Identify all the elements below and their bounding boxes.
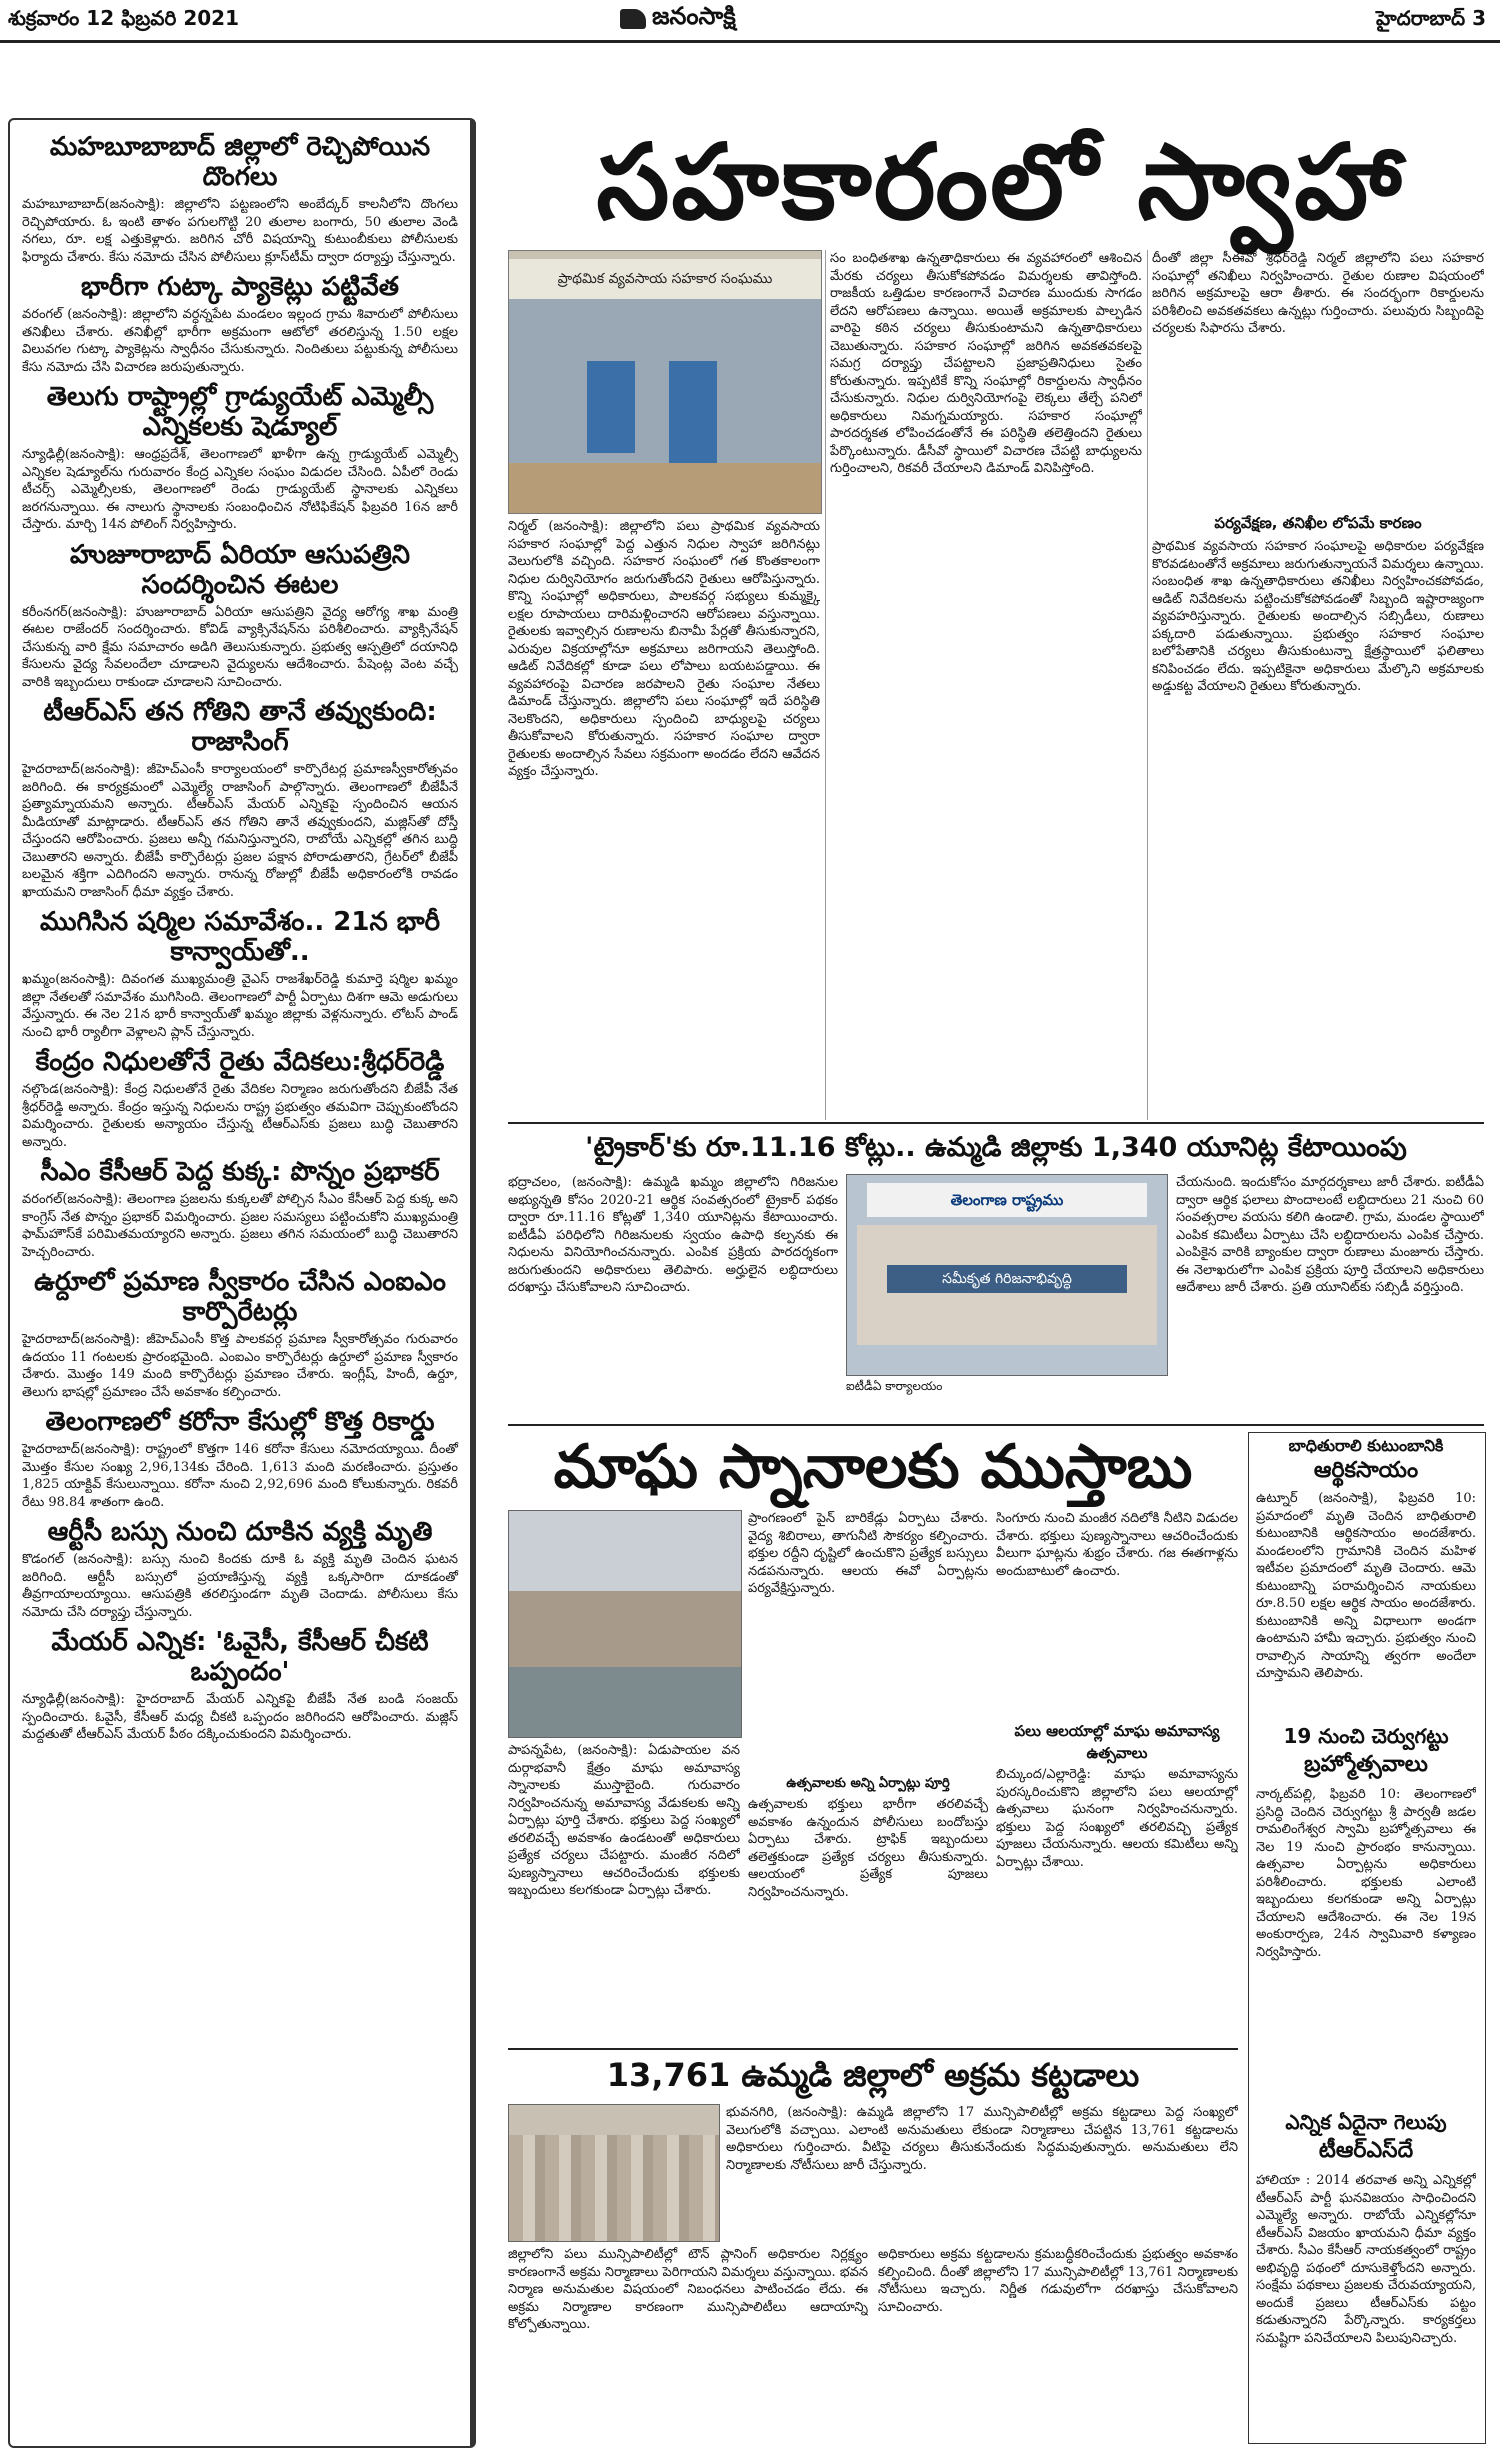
story-rtc-bus [22, 1517, 458, 1621]
election-headline-1: ఎన్నిక ఏదైనా గెలుపు [1285, 2110, 1447, 2134]
magha-subheading-2: పలు ఆలయాల్లో మాఘ అమావాస్య ఉత్సవాలు [1014, 1722, 1220, 1762]
newspaper-name: జనంసాక్షి [652, 2, 736, 30]
story-body: న్యూఢిల్లీ(జనంసాక్షి): హైదరాబాద్ మేయర్ ఎన్నికపై బీజేపీ నేత బండి సంజయ్ స్పందించారు. ఓవైసీ, కేసీఆర్ మధ్య చీకటి ఒప్పందం జరిగిందని ఆరోపించారు. మజ్లిస్ మద్దతుతో టీఆర్ఎస్ మేయర్ పీఠం దక్కించుకుందని విమర్శించారు. [22, 1692, 458, 1742]
magha-column-2: ప్రాంగణంలో పైన్ బారికేడ్లు ఏర్పాటు చేశారు. వైద్య శిబిరాలు, తాగునీటి సౌకర్యం కల్పించారు. భక్తుల రద్దీని దృష్టిలో ఉంచుకొని ప్రత్యేక బస్సులు నడపనున్నారు. ఆలయ ఈవో ఏర్పాట్లను పర్యవేక్షిస్తున్నారు. [748, 1511, 988, 1596]
newspaper-logo [620, 2, 736, 36]
water-shape [509, 1667, 741, 1737]
compensation-body: ఉట్నూర్ (జనంసాక్షి), ఫిబ్రవరి 10: ప్రమాదంలో మృతి చెందిన బాధితురాలి కుటుంబానికి ఆర్థికసాయం అందజేశారు. మండలంలోని గ్రామానికి చెందిన మహిళ ఇటీవల ప్రమాదంలో మృతి చెందారు. ఆమె కుటుంబాన్ని పరామర్శించిన నాయకులు రూ.8.50 లక్షల ఆర్థిక సాయం అందజేశారు. కుటుంబానికి అన్ని విధాలుగా అండగా ఉంటామని హామీ ఇచ్చారు. ప్రభుత్వం నుంచి రావాల్సిన సాయాన్ని త్వరగా అందేలా చూస్తామని తెలిపారు. [1256, 1491, 1476, 1681]
story-rythu-vedika [22, 1047, 458, 1151]
section-rule [508, 1122, 1484, 1124]
story-body: వరంగల్ (జనంసాక్షి): జిల్లాలోని వర్ధన్నపేట మండలం ఇల్లంద గ్రామ శివారులో పోలీసులు తనిఖీలు చేశారు. తనిఖీల్లో భారీగా అక్రమంగా ఆటోలో తరలిస్తున్న 1.50 లక్షల విలువగల గుట్కా ప్యాకెట్లను స్వాధీనం చేసుకున్నారు. నిందితులు పట్టుకున్న పోలీసులు కేసు నమోదు చేసి విచారణ జరుపుతున్నారు. [22, 307, 458, 375]
story-body: నల్గొండ(జనంసాక్షి): కేంద్ర నిధులతోనే రైతు వేదికల నిర్మాణం జరుగుతోందని బీజేపీ నేత శ్రీధర్‌రెడ్డి అన్నారు. కేంద్రం ఇస్తున్న నిధులను రాష్ట్ర ప్రభుత్వం తమవిగా చెప్పుకుంటోందని విమర్శించారు. రైతులకు అన్యాయం చేస్తున్న టీఆర్ఎస్‌కు ప్రజలు బుద్ధి చెబుతారని అన్నారు. [22, 1082, 458, 1150]
story-body: వరంగల్(జనంసాక్షి): తెలంగాణ ప్రజలను కుక్కలతో పోల్చిన సీఎం కేసీఆర్ పెద్ద కుక్క అని కాంగ్రెస్ నేత పొన్నం ప్రభాకర్ విమర్శించారు. ప్రజల సమస్యలు పట్టించుకోని ముఖ్యమంత్రి ఫామ్‌హౌస్‌కే పరిమితమయ్యారని అన్నారు. ప్రజలు తగిన సమయంలో బుద్ధి చెబుతారని హెచ్చరించారు. [22, 1192, 458, 1260]
tricor-photo-caption: ఐటీడీఏ కార్యాలయం [846, 1379, 943, 1393]
story-body: హైదరాబాద్(జనంసాక్షి): రాష్ట్రంలో కొత్తగా 146 కరోనా కేసులు నమోదయ్యాయి. దీంతో మొత్తం కేసుల సంఖ్య 2,96,134కు చేరింది. 1,613 మంది మరణించారు. ప్రస్తుతం 1,825 యాక్టివ్ కేసులున్నాయి. కరోనా నుంచి 2,92,696 మంది కోలుకున్నారు. రికవరీ రేటు 98.84 శాతంగా ఉంది. [22, 1442, 458, 1510]
city-name: హైదరాబాద్ [1376, 6, 1466, 30]
magha-headline: మాఘ స్నానాలకు ముస్తాబు [553, 1432, 1193, 1502]
state-signboard: తెలంగాణ రాష్ట్రము [867, 1183, 1147, 1217]
cooperative-society-photo [508, 250, 822, 514]
headline: కేంద్రం నిధులతోనే రైతు వేదికలు:శ్రీధర్‌రెడ్డి [35, 1047, 445, 1077]
page-number: 3 [1472, 6, 1486, 30]
story-mim-oath [22, 1267, 458, 1401]
story-ponnam [22, 1157, 458, 1261]
lead-column-1: నిర్మల్ (జనంసాక్షి): జిల్లాలోని పలు ప్రాథమిక వ్యవసాయ సహకార సంఘాల్లో పెద్ద ఎత్తున నిధుల స్వాహా జరిగినట్లు వెలుగులోకి వచ్చింది. సహకార సంఘంలో గత కొంతకాలంగా నిధుల దుర్వినియోగం జరుగుతోందని రైతులు ఆరోపిస్తున్నారు. కొన్ని సంఘాల్లో అధికారులు, పాలకవర్గ సభ్యులు కుమ్మక్కై లక్షల రూపాయలు దారిమళ్లించారని ఆరోపణలు వస్తున్నాయి. రైతులకు ఇవ్వాల్సిన రుణాలను బినామీ పేర్లతో తీసుకున్నారని, ఎరువుల విక్రయాల్లోనూ అక్రమాలు జరిగాయని తెలుస్తోంది. ఆడిట్ నివేదికల్లో కూడా పలు లోపాలు బయటపడ్డాయి. ఈ వ్యవహారంపై విచారణ జరపాలని రైతు సంఘాల నేతలు డిమాండ్ చేస్తున్నారు. జిల్లాలోని పలు సంఘాల్లో ఇదే పరిస్థితి నెలకొందని, అధికారులు స్పందించి బాధ్యులపై చర్యలు తీసుకోవాలని కోరుతున్నారు. సహకార సంఘాల ద్వారా రైతులకు అందాల్సిన సేవలు సక్రమంగా అందడం లేదని ఆవేదన వ్యక్తం చేస్తున్నారు. [508, 519, 820, 779]
compensation-headline-1: బాధితురాలి కుటుంబానికి [1288, 1436, 1444, 1455]
logo-icon [620, 9, 646, 29]
brahmotsavam-body: నార్కట్‌పల్లి, ఫిబ్రవరి 10: తెలంగాణలో ప్రసిద్ధి చెందిన చెర్వుగట్టు శ్రీ పార్వతీ జడల రామలింగేశ్వర స్వామి బ్రహ్మోత్సవాలు ఈ నెల 19 నుంచి ప్రారంభం కానున్నాయి. ఉత్సవాల ఏర్పాట్లను అధికారులు పరిశీలించారు. భక్తులకు ఎలాంటి ఇబ్బందులు కలగకుండా అన్ని ఏర్పాట్లు చేయాలని ఆదేశించారు. ఈ నెల 19న అంకురార్పణ, 24న స్వామివారి కళ్యాణం నిర్వహిస్తారు. [1256, 1787, 1476, 1960]
magha-subheading-1: ఉత్సవాలకు అన్ని ఏర్పాట్లు పూర్తి [786, 1776, 950, 1791]
magha-column-1: పాపన్నపేట, (జనంసాక్షి): ఏడుపాయల వన దుర్గాభవానీ క్షేత్రం మాఘ అమావాస్య స్నానాలకు ముస్తాబైంది. గురువారం నిర్వహించనున్న అమావాస్య వేడుకలకు అన్ని ఏర్పాట్లు పూర్తి చేశారు. భక్తులు పెద్ద సంఖ్యలో తరలివచ్చే అవకాశం ఉండటంతో అధికారులు ప్రత్యేక చర్యలు చేపట్టారు. మంజీర నదిలో పుణ్యస్నానాలు ఆచరించేందుకు భక్తులకు ఇబ్బందులు కలగకుండా ఏర్పాట్లు చేశారు. [508, 1743, 740, 1898]
headline: మహబూబాబాద్ జిల్లాలో రెచ్చిపోయిన దొంగలు [49, 132, 431, 192]
brahmotsavam-headline-2: బ్రహ్మోత్సవాలు [1304, 1752, 1428, 1777]
story-thieves [22, 132, 458, 266]
magha-column-2b: ఉత్సవాలకు భక్తులు భారీగా తరలివచ్చే అవకాశం ఉన్నందున పోలీసులు బందోబస్తు ఏర్పాటు చేశారు. ట్రాఫిక్ ఇబ్బందులు తలెత్తకుండా ప్రత్యేక చర్యలు తీసుకున్నారు. ఆలయంలో ప్రత్యేక పూజలు నిర్వహించనున్నారు. [748, 1797, 988, 1900]
window-shape [587, 361, 635, 453]
headline: మేయర్ ఎన్నిక: 'ఓవైసీ, కేసీఆర్ చీకటి ఒప్పందం' [51, 1627, 429, 1687]
illegal-constructions-headline: 13,761 ఉమ్మడి జిల్లాలో అక్రమ కట్టడాలు [606, 2056, 1140, 2094]
headline: సీఎం కేసీఆర్ పెద్ద కుక్క: పొన్నం ప్రభాకర్ [40, 1157, 440, 1187]
story-gutka [22, 272, 458, 376]
election-body: హాలియా : 2014 తరవాత అన్ని ఎన్నికల్లో టీఆర్ఎస్ పార్టీ ఘనవిజయం సాధించిందని ఎమ్మెల్యే అన్నారు. రాబోయే ఎన్నికల్లోనూ టీఆర్ఎస్ విజయం ఖాయమని ధీమా వ్యక్తం చేశారు. సీఎం కేసీఆర్ నాయకత్వంలో రాష్ట్రం అభివృద్ధి పథంలో దూసుకెళ్తోందని అన్నారు. సంక్షేమ పథకాలు ప్రజలకు చేరువయ్యాయని, అందుకే ప్రజలు టీఆర్ఎస్‌కు పట్టం కడుతున్నారని పేర్కొన్నారు. కార్యకర్తలు సమష్టిగా పనిచేయాలని పిలుపునిచ్చారు. [1256, 2173, 1476, 2346]
illegal-column-2: జిల్లాలోని పలు మున్సిపాలిటీల్లో టౌన్ ప్లానింగ్ అధికారుల నిర్లక్ష్యం కారణంగానే అక్రమ నిర్మాణాలు పెరిగాయని విమర్శలు వస్తున్నాయి. భవన నిర్మాణ అనుమతుల విషయంలో నిబంధనలు పాటించడం లేదు. ఈ అక్రమ నిర్మాణాల కారణంగా మున్సిపాలిటీలు ఆదాయాన్ని కోల్పోతున్నాయి. [508, 2247, 868, 2332]
headline: తెలంగాణలో కరోనా కేసుల్లో కొత్త రికార్డు [45, 1407, 435, 1437]
tricor-column-1: భద్రాచలం, (జనంసాక్షి): ఉమ్మడి ఖమ్మం జిల్లాలోని గిరిజనుల అభ్యున్నతి కోసం 2020-21 ఆర్థిక సంవత్సరంలో ట్రైకార్ పథకం ద్వారా రూ.11.16 కోట్లతో 1,340 యూనిట్లను కేటాయించారు. ఐటీడీఏ పరిధిలోని గిరిజనులకు స్వయం ఉపాధి కల్పనకు ఈ నిధులను వినియోగించనున్నారు. ఎంపిక ప్రక్రియ పారదర్శకంగా జరుగుతుందని అధికారులు తెలిపారు. అర్హులైన లబ్ధిదారులు దరఖాస్తు చేసుకోవాలని సూచించారు. [508, 1175, 838, 1295]
section-rule [508, 2048, 1238, 2050]
brahmotsavam-headline-1: 19 నుంచి చెర్వుగట్టు [1283, 1724, 1449, 1748]
story-body: కరీంనగర్(జనంసాక్షి): హుజూరాబాద్ ఏరియా ఆసుపత్రిని వైద్య ఆరోగ్య శాఖ మంత్రి ఈటల రాజేందర్ సందర్శించారు. కోవిడ్ వ్యాక్సినేషన్‌ను పరిశీలించారు. వ్యాక్సినేషన్ చేసుకున్న వారి క్షేమ సమాచారం అడిగి తెలుసుకున్నారు. ప్రభుత్వ ఆస్పత్రిలో దయానిధి కేసులను వైద్య సేవలందేలా చూడాలని వైద్యులను ఆదేశించారు. పేషెంట్ల వెంట వచ్చే వారికి ఇబ్బందులు రాకుండా చూడాలని సూచించారు. [22, 604, 458, 690]
headline: హుజూరాబాద్ ఏరియా ఆసుపత్రిని సందర్శించిన ఈటల [69, 539, 411, 600]
magha-column-3: సింగూరు నుంచి మంజీర నదిలోకి నీటిని విడుదల చేశారు. భక్తులు పుణ్యస్నానాలు ఆచరించేందుకు వీలుగా ఘాట్లను శుభ్రం చేశారు. గజ ఈతగాళ్లను అందుబాటులో ఉంచారు. [996, 1511, 1238, 1579]
society-signboard: ప్రాథమిక వ్యవసాయ సహకార సంఘము [509, 259, 821, 299]
section-rule [508, 1424, 1484, 1426]
story-body: హైదరాబాద్(జనంసాక్షి): జీహెచ్ఎంసీ కొత్త పాలకవర్గ ప్రమాణ స్వీకారోత్సవం గురువారం ఉదయం 11 గంటలకు ప్రారంభమైంది. ఎంఐఎం కార్పొరేటర్లు ఉర్దూలో ప్రమాణ స్వీకారం చేశారు. మొత్తం 149 మంది కార్పొరేటర్లు ప్రమాణం చేశారు. ఇంగ్లీష్, హిందీ, ఉర్దూ, తెలుగు భాషల్లో ప్రమాణం చేసే అవకాశం కల్పించారు. [22, 1332, 458, 1400]
compensation-headline-2: ఆర్థికసాయం [1313, 1458, 1419, 1483]
itda-office-photo [846, 1174, 1168, 1376]
lead-column-3b: ప్రాథమిక వ్యవసాయ సహకార సంఘాలపై అధికారుల పర్యవేక్షణ కొరవడటంతోనే అక్రమాలు జరుగుతున్నాయనే విమర్శలు ఉన్నాయి. సంబంధిత శాఖ ఉన్నతాధికారులు తనిఖీలు నిర్వహించకపోవడం, ఆడిట్ నివేదికలను పట్టించుకోకపోవడంతో సిబ్బంది ఇష్టారాజ్యంగా వ్యవహరిస్తున్నారు. రైతులకు అందాల్సిన సబ్సిడీలు, రుణాలు పక్కదారి పడుతున్నాయి. ప్రభుత్వం సహకార సంఘాల బలోపేతానికి చర్యలు తీసుకుంటున్నా క్షేత్రస్థాయిలో ఫలితాలు కనిపించడం లేదు. ఇప్పటికైనా అధికారులు మేల్కొని అక్రమాలకు అడ్డుకట్ట వేయాలని రైతులు కోరుతున్నారు. [1152, 539, 1484, 694]
sky-shape [509, 1511, 741, 1591]
story-body: న్యూఢిల్లీ(జనంసాక్షి): ఆంధ్రప్రదేశ్, తెలంగాణలో ఖాళీగా ఉన్న గ్రాడ్యుయేట్ ఎమ్మెల్సీ ఎన్నికల షెడ్యూల్‌ను గురువారం కేంద్ర ఎన్నికల సంఘం విడుదల చేసింది. ఏపీలో రెండు టీచర్స్ ఎమ్మెల్సీలకు, తెలంగాణలో రెండు గ్రాడ్యుయేట్ స్థానాలకు ఎన్నికలు జరగనున్నాయి. ఈ నాలుగు స్థానాలకు సంబంధించిన నోటిఫికేషన్ ఫిబ్రవరి 16న జారీ చేస్తారు. మార్చి 14న పోలింగ్ నిర్వహిస్తారు. [22, 447, 458, 532]
lead-column-2: సం బంధితశాఖ ఉన్నతాధికారులు ఈ వ్యవహారంలో ఆశించిన మేరకు చర్యలు తీసుకోకపోవడం విమర్శలకు తావిస్తోంది. రాజకీయ ఒత్తిడుల కారణంగానే విచారణ ముందుకు సాగడం లేదని ఆరోపణలు ఉన్నాయి. అయితే అక్రమాలకు పాల్పడిన వారిపై కఠిన చర్యలు తీసుకుంటామని ఉన్నతాధికారులు చెబుతున్నారు. సహకార సంఘాల్లో జరిగిన అవకతవకలపై సమగ్ర దర్యాప్తు చేపట్టాలని ప్రజాప్రతినిధులు సైతం కోరుతున్నారు. ఇప్పటికే కొన్ని సంఘాల్లో రికార్డులను స్వాధీనం చేసుకున్నారు. నిధుల దుర్వినియోగంపై లెక్కలు తేల్చే పనిలో అధికారులు నిమగ్నమయ్యారు. సహకార సంఘాల్లో పారదర్శకత లోపించడంతోనే ఈ పరిస్థితి తలెత్తిందని రైతులు పేర్కొంటున్నారు. డీసీవో స్థాయిలో విచారణ చేపట్టి బాధ్యులను గుర్తించాలని, రికవరీ చేయాలని డిమాండ్ వినిపిస్తోంది. [830, 251, 1142, 476]
story-body: ఖమ్మం(జనంసాక్షి): దివంగత ముఖ్యమంత్రి వైఎస్ రాజశేఖర్‌రెడ్డి కుమార్తె షర్మిల ఖమ్మం జిల్లా నేతలతో సమావేశం ముగిసింది. తెలంగాణలో పార్టీ ఏర్పాటు దిశగా ఆమె అడుగులు వేస్తున్నారు. ఈ నెల 21న భారీ కాన్వాయ్‌తో ఖమ్మం జిల్లాకు వెళ్లనున్నారు. లోటస్ పాండ్ నుంచి భారీ ర్యాలీగా వెళ్లాలని ప్లాన్ చేస్తున్నారు. [22, 972, 458, 1040]
ground-shape [509, 463, 821, 513]
story-body: మహబూబాబాద్(జనంసాక్షి): జిల్లాలోని పట్టణంలోని అంబేద్కర్ కాలనీలోని దొంగలు రెచ్చిపోయారు. ఓ ఇంటి తాళం పగులగొట్టి 20 తులాల బంగారు, 50 తులాల వెండి నగలు, రూ. లక్ష ఎత్తుకెళ్లారు. జరిగిన చోరీ విషయాన్ని కుటుంబీకులు పోలీసులకు ఫిర్యాదు చేశారు. కేసు నమోదు చేసిన పోలీసులు క్లూస్‌టీమ్ ద్వారా దర్యాప్తు చేస్తున్నారు. [22, 197, 458, 265]
tricor-headline: 'ట్రైకార్'కు రూ.11.16 కోట్లు.. ఉమ్మడి జిల్లాకు 1,340 యూనిట్ల కేటాయింపు [585, 1132, 1407, 1163]
story-corona [22, 1407, 458, 1511]
column-divider [825, 250, 826, 1120]
left-news-column [8, 118, 476, 2448]
rooftops-shape [509, 2135, 719, 2241]
ghat-photo [508, 1510, 742, 1738]
headline: ముగిసిన షర్మిల సమావేశం.. 21న భారీ కాన్వాయ్‌తో.. [39, 907, 441, 967]
issue-date: శుక్రవారం 12 ఫిబ్రవరి 2021 [8, 6, 240, 30]
story-mayor [22, 1627, 458, 1744]
story-rajasingh [22, 697, 458, 901]
page-location [1376, 6, 1486, 35]
column-divider [1147, 250, 1148, 1120]
election-headline-2: టీఆర్ఎస్‌దే [1318, 2138, 1414, 2163]
story-mlc-schedule [22, 382, 458, 534]
headline: భారీగా గుట్కా ప్యాకెట్లు పట్టివేత [81, 272, 399, 302]
story-body: కొడంగల్ (జనంసాక్షి): బస్సు నుంచి కిందకు దూకి ఓ వ్యక్తి మృతి చెందిన ఘటన జరిగింది. ఆర్టీసీ బస్సులో ప్రయాణిస్తున్న వ్యక్తి ఒక్కసారిగా దూకడంతో తీవ్రగాయాలయ్యాయి. ఆసుపత్రికి తరలిస్తుండగా మృతి చెందాడు. పోలీసులు కేసు నమోదు చేసి దర్యాప్తు చేస్తున్నారు. [22, 1552, 458, 1620]
lead-banner-headline: సహకారంలో స్వాహా [596, 121, 1404, 243]
lead-column-3: దీంతో జిల్లా సీఈవో శ్రీధర్‌రెడ్డి నిర్మల్ జిల్లాలోని పలు సహకార సంఘాల్లో తనిఖీలు నిర్వహించారు. రైతుల రుణాల విషయంలో జరిగిన అక్రమాలపై ఆరా తీశారు. ఈ సందర్భంగా రికార్డులను పరిశీలించి అవకతవకలు ఉన్నట్లు గుర్తించారు. పలువురు సిబ్బందిపై చర్యలకు సిఫారసు చేశారు. [1152, 251, 1484, 336]
headline: ఉర్దూలో ప్రమాణ స్వీకారం చేసిన ఎంఐఎం కార్పొరేటర్లు [34, 1267, 446, 1327]
story-huzurabad [22, 540, 458, 692]
tricor-column-2: చేయనుంది. ఇందుకోసం మార్గదర్శకాలు జారీ చేశారు. ఐటీడీఏ ద్వారా ఆర్థిక ఫలాలు పొందాలంటే లబ్ధిదారులు 21 నుంచి 60 సంవత్సరాల వయసు కలిగి ఉండాలి. గ్రామ, మండల స్థాయిలో ఎంపిక కమిటీలు ఏర్పాటు చేసి లబ్ధిదారులను ఎంపిక చేస్తారు. ఎంపికైన వారికి బ్యాంకుల ద్వారా రుణాలు మంజూరు చేస్తారు. ఈ నెలాఖరులోగా ఎంపిక ప్రక్రియ పూర్తి చేయాలని అధికారులు ఆదేశాలు జారీ చేశారు. ప్రతి యూనిట్‌కు సబ్సిడీ వర్తిస్తుంది. [1176, 1175, 1484, 1295]
headline: తెలుగు రాష్ట్రాల్లో గ్రాడ్యుయేట్ ఎమ్మెల్సీ ఎన్నికలకు షెడ్యూల్ [46, 382, 434, 442]
masthead-rule [0, 40, 1500, 43]
headline: టీఆర్ఎస్ తన గోతిని తానే తవ్వుకుంది: రాజాసింగ్ [43, 697, 437, 757]
story-body: హైదరాబాద్(జనంసాక్షి): జీహెచ్ఎంసీ కార్యాలయంలో కార్పొరేటర్ల ప్రమాణస్వీకారోత్సవం జరిగింది. ఈ కార్యక్రమంలో ఎమ్మెల్యే రాజాసింగ్ పాల్గొన్నారు. తెలంగాణలో బీజేపీనే ప్రత్యామ్నాయమని అన్నారు. టీఆర్ఎస్ మేయర్ ఎన్నికపై స్పందించిన ఆయన మీడియాతో మాట్లాడారు. టీఆర్ఎస్ తన గోతిని తానే తవ్వుకుందని, మజ్లిస్‌తో దోస్తీ చేస్తుందని ఆరోపించారు. ప్రజలు అన్నీ గమనిస్తున్నారని, రాబోయే ఎన్నికల్లో తగిన బుద్ధి చెబుతారని అన్నారు. బీజేపీ కార్పొరేటర్లు ప్రజల పక్షాన పోరాడుతారని, గ్రేటర్‌లో బీజేపీ బలమైన శక్తిగా ఎదిగిందని అన్నారు. రానున్న రోజుల్లో బీజేపీ అధికారంలోకి రావడం ఖాయమని రాజాసింగ్ ధీమా వ్యక్తం చేశారు. [22, 762, 458, 900]
headline: ఆర్టీసీ బస్సు నుంచి దూకిన వ్యక్తి మృతి [47, 1517, 433, 1547]
illegal-column-1: భువనగిరి, (జనంసాక్షి): ఉమ్మడి జిల్లాలోని 17 మున్సిపాలిటీల్లో అక్రమ కట్టడాలు పెద్ద సంఖ్యలో వెలుగులోకి వచ్చాయి. ఎలాంటి అనుమతులు లేకుండా నిర్మాణాలు చేపట్టిన 13,761 కట్టడాలను అధికారులు గుర్తించారు. వీటిపై చర్యలు తీసుకునేందుకు సిద్ధమవుతున్నారు. అనుమతులు లేని నిర్మాణాలకు నోటీసులు జారీ చేస్తున్నారు. [726, 2105, 1238, 2173]
lead-subheading: పర్యవేక్షణ, తనిఖీల లోపమే కారణం [1214, 514, 1422, 532]
town-aerial-photo [508, 2104, 720, 2242]
magha-column-3b: బిచ్కుంద/ఎల్లారెడ్డి: మాఘ అమావాస్యను పురస్కరించుకొని జిల్లాలోని పలు ఆలయాల్లో ఉత్సవాలు ఘనంగా నిర్వహించనున్నారు. భక్తులు పెద్ద సంఖ్యలో తరలివచ్చి ప్రత్యేక పూజలు చేయనున్నారు. ఆలయ కమిటీలు అన్ని ఏర్పాట్లు చేశాయి. [996, 1767, 1238, 1870]
illegal-column-3: అధికారులు అక్రమ కట్టడాలను క్రమబద్ధీకరించేందుకు ప్రభుత్వం అవకాశం కల్పించింది. దీంతో జిల్లాలోని 17 మున్సిపాలిటీల్లో 13,761 నిర్మాణాలకు నోటీసులు ఇచ్చారు. నిర్ణీత గడువులోగా దరఖాస్తు చేసుకోవాలని సూచించారు. [878, 2247, 1238, 2315]
story-sharmila [22, 907, 458, 1041]
itda-signboard: సమీకృత గిరిజనాభివృద్ధి [887, 1265, 1127, 1293]
